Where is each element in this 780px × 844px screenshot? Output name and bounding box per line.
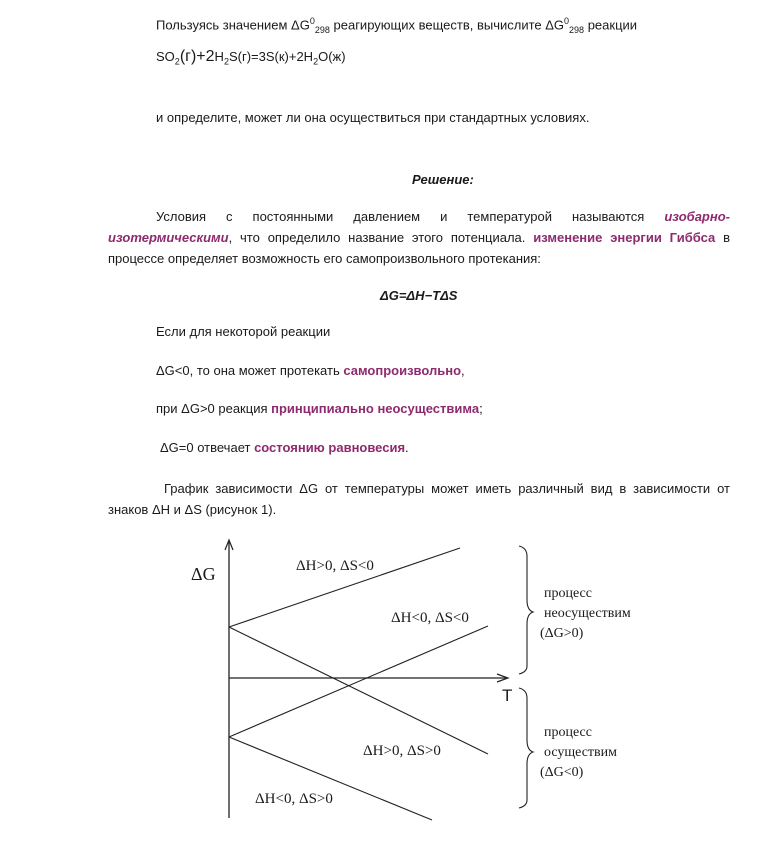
y-axis-label: ΔG — [191, 564, 216, 584]
gibbs-formula: ΔG=ΔH−TΔS — [380, 288, 458, 303]
if-line: Если для некоторой реакции — [156, 324, 331, 339]
upper-brace-line-3: (ΔG>0) — [540, 626, 584, 641]
line-dh-neg-ds-neg — [229, 626, 488, 737]
line-label-3: ΔH>0, ΔS>0 — [363, 743, 441, 759]
lower-brace-line-1: процесс — [544, 725, 592, 740]
reaction-equation: $SO_2(г)+2H_2S(г)=3S(к)+2H_2O(ж)$ — [156, 48, 346, 67]
paragraph-gibbs: Условия с постоянными давлением и температурой называются изобарно-изотермическими, что определило название этого потенциала. изменение энергии Гиббса в процессе определяет возможность его самопроизвольного протекания: — [108, 209, 730, 266]
upper-brace-line-2: неосуществим — [544, 606, 631, 621]
lower-brace — [519, 688, 533, 808]
task-line-3: и определите, может ли она осуществиться при стандартных условиях. — [156, 110, 590, 125]
condition-zero: ΔG=0 отвечает состоянию равновесия. — [160, 440, 409, 455]
lower-brace-line-3: (ΔG<0) — [540, 765, 584, 780]
condition-negative: ΔG<0, то она может протекать самопроизвольно, — [156, 363, 465, 378]
paragraph-graph: График зависимости ΔG от температуры может иметь различный вид в зависимости от знаков ΔH и ΔS (рисунок 1). — [108, 481, 730, 517]
upper-brace-line-1: процесс — [544, 586, 592, 601]
line-label-1: ΔH>0, ΔS<0 — [296, 558, 374, 574]
condition-positive: при ΔG>0 реакция принципиально неосуществима; — [156, 401, 483, 416]
upper-brace — [519, 546, 533, 674]
x-axis-label: T — [502, 686, 513, 705]
line-dh-pos-ds-pos — [229, 627, 488, 754]
lower-brace-line-2: осуществим — [544, 745, 618, 760]
line-label-4: ΔH<0, ΔS>0 — [255, 791, 333, 807]
solution-heading: Решение: — [412, 172, 474, 187]
line-label-2: ΔH<0, ΔS<0 — [391, 610, 469, 626]
task-line-1: Пользуясь значением $\Delta G^0_{298}$ реагирующих веществ, вычислите $\Delta G^0_{298}$ реакции — [156, 16, 638, 35]
